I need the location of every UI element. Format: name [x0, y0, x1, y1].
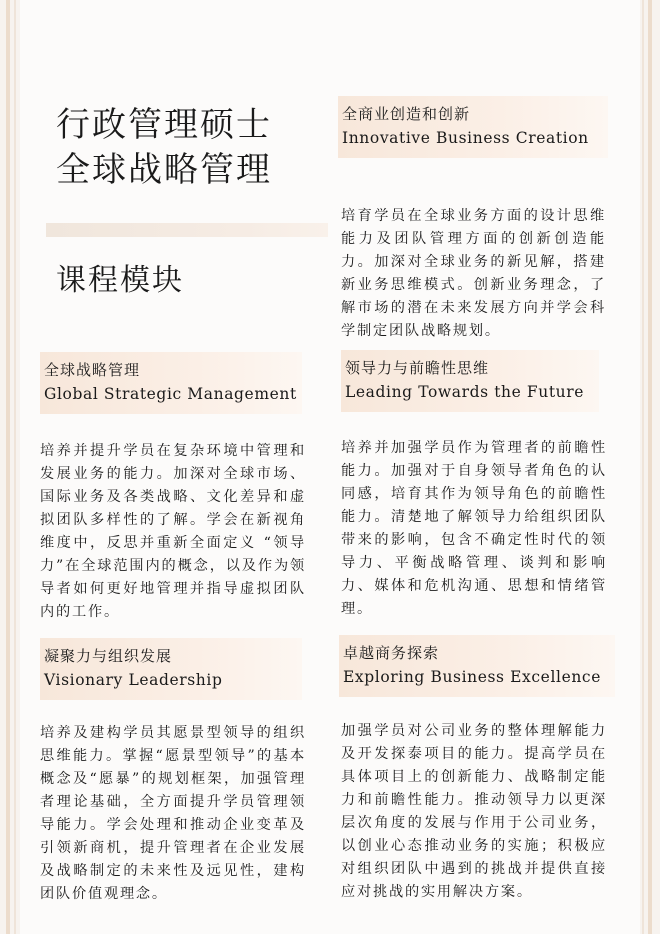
- right-border: [648, 0, 652, 934]
- module-header-exploring: [339, 635, 615, 697]
- title-line-2: 全球战略管理: [56, 150, 272, 190]
- module-desc-global: 培养并提升学员在复杂环境中管理和发展业务的能力。加深对全球市场、国际业务及各类战略、文化差异和虚拟团队多样性的了解。学会在新视角维度中，反思并重新全面定义 “领导力”在全球范围内的概念，以及作为领导者如何更好地管理并指导虚拟团队内的工作。: [40, 443, 306, 620]
- module-header-visionary: [40, 638, 302, 700]
- module-title-en: Exploring Business Excellence: [343, 668, 601, 686]
- title-divider: [46, 223, 328, 237]
- module-title-en: Innovative Business Creation: [342, 129, 589, 147]
- module-title-zh: 全球战略管理: [44, 361, 141, 379]
- page-title: [56, 103, 272, 193]
- module-title-en: Global Strategic Management: [44, 385, 297, 403]
- left-border-inner: [14, 0, 16, 934]
- module-desc-innovative: 培育学员在全球业务方面的设计思维能力及团队管理方面的创新创造能力。加深对全球业务的新见解，搭建新业务思维模式。创新业务理念，了解市场的潜在未来发展方向并学会科学制定团队战略规划。: [341, 208, 606, 339]
- module-title-zh: 卓越商务探索: [343, 644, 440, 662]
- module-header-leading: [341, 350, 599, 412]
- module-title-zh: 凝聚力与组织发展: [44, 647, 173, 665]
- module-header-innovative: [338, 96, 608, 158]
- module-header-global: [40, 352, 302, 414]
- left-border: [6, 0, 10, 934]
- module-title-zh: 领导力与前瞻性思维: [345, 359, 490, 377]
- title-line-1: 行政管理硕士: [56, 105, 272, 145]
- module-title-en: Visionary Leadership: [44, 671, 223, 689]
- module-desc-leading: 培养并加强学员作为管理者的前瞻性能力。加强对于自身领导者角色的认同感，培育其作为领导角色的前瞻性能力。清楚地了解领导力给组织团队带来的影响，包含不确定性时代的领导力、平衡战略管理、谈判和影响力、媒体和危机沟通、思想和情绪管理。: [341, 440, 607, 617]
- section-title: 课程模块: [56, 263, 184, 298]
- module-title-en: Leading Towards the Future: [345, 383, 585, 401]
- module-desc-visionary: 培养及建构学员其愿景型领导的组织思维能力。掌握“愿景型领导”的基本概念及“愿暴”的规划框架，加强管理者理论基础，全方面提升学员管理领导能力。学会处理和推动企业变革及引领新商机，提升管理者在企业发展及战略制定的未来性及远见性，建构团队价值观理念。: [40, 725, 306, 902]
- module-desc-exploring: 加强学员对公司业务的整体理解能力及开发探泰项目的能力。提高学员在具体项目上的创新能力、战略制定能力和前瞻性能力。推动领导力以更深层次角度的发展与作用于公司业务，以创业心态推动业务的实施；积极应对组织团队中遇到的挑战并提供直接应对挑战的实用解决方案。: [341, 723, 607, 900]
- module-title-zh: 全商业创造和创新: [342, 105, 471, 123]
- right-border-inner: [642, 0, 644, 934]
